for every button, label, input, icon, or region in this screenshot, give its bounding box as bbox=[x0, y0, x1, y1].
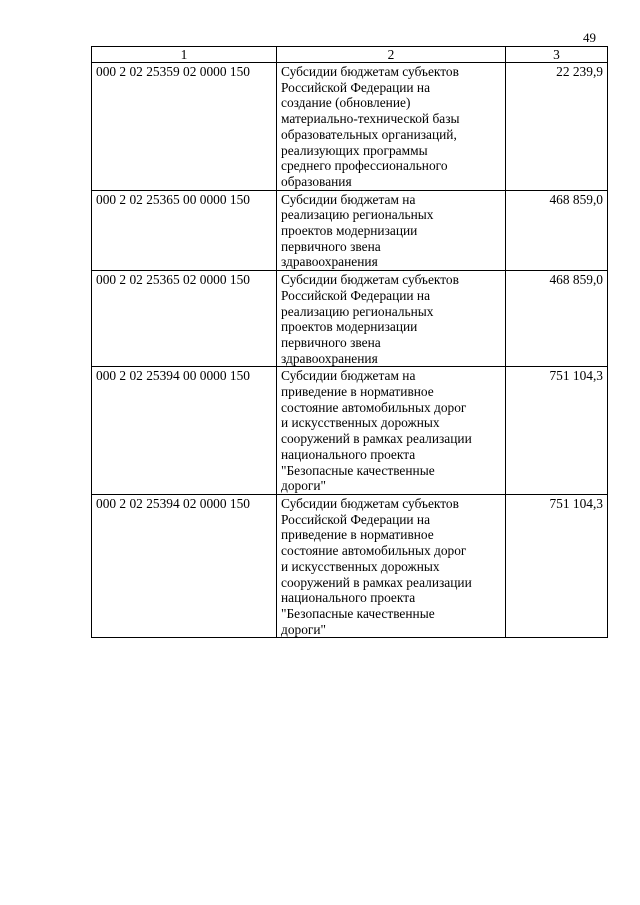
table-row bbox=[92, 367, 608, 495]
budget-code: 000 2 02 25365 00 0000 150 bbox=[92, 190, 277, 271]
column-header-1: 1 bbox=[92, 47, 277, 63]
budget-amount: 468 859,0 bbox=[506, 190, 608, 271]
budget-table bbox=[91, 46, 608, 638]
page-number: 49 bbox=[583, 30, 596, 45]
table-header-row bbox=[92, 47, 608, 63]
table-row bbox=[92, 190, 608, 271]
budget-amount: 468 859,0 bbox=[506, 271, 608, 367]
column-header-2: 2 bbox=[277, 47, 506, 63]
budget-code: 000 2 02 25394 02 0000 150 bbox=[92, 494, 277, 637]
budget-code: 000 2 02 25359 02 0000 150 bbox=[92, 63, 277, 191]
table-row bbox=[92, 63, 608, 191]
budget-code: 000 2 02 25394 00 0000 150 bbox=[92, 367, 277, 495]
table-row bbox=[92, 271, 608, 367]
budget-description: Субсидии бюджетам на приведение в нормативное состояние автомобильных дорог и искусственных дорожных сооружений в рамках реализации национального проекта "Безопасные качественные дороги" bbox=[277, 367, 506, 495]
budget-amount: 751 104,3 bbox=[506, 494, 608, 637]
column-header-3: 3 bbox=[506, 47, 608, 63]
budget-description: Субсидии бюджетам субъектов Российской Федерации на приведение в нормативное состояние автомобильных дорог и искусственных дорожных сооружений в рамках реализации национального проекта "Безопасные качественные дороги" bbox=[277, 494, 506, 637]
budget-description: Субсидии бюджетам на реализацию региональных проектов модернизации первичного звена здравоохранения bbox=[277, 190, 506, 271]
budget-description: Субсидии бюджетам субъектов Российской Федерации на создание (обновление) материально-технической базы образовательных организаций, реализующих программы среднего профессионального образования bbox=[277, 63, 506, 191]
budget-amount: 22 239,9 bbox=[506, 63, 608, 191]
table-row bbox=[92, 494, 608, 637]
budget-code: 000 2 02 25365 02 0000 150 bbox=[92, 271, 277, 367]
budget-description: Субсидии бюджетам субъектов Российской Федерации на реализацию региональных проектов модернизации первичного звена здравоохранения bbox=[277, 271, 506, 367]
budget-amount: 751 104,3 bbox=[506, 367, 608, 495]
